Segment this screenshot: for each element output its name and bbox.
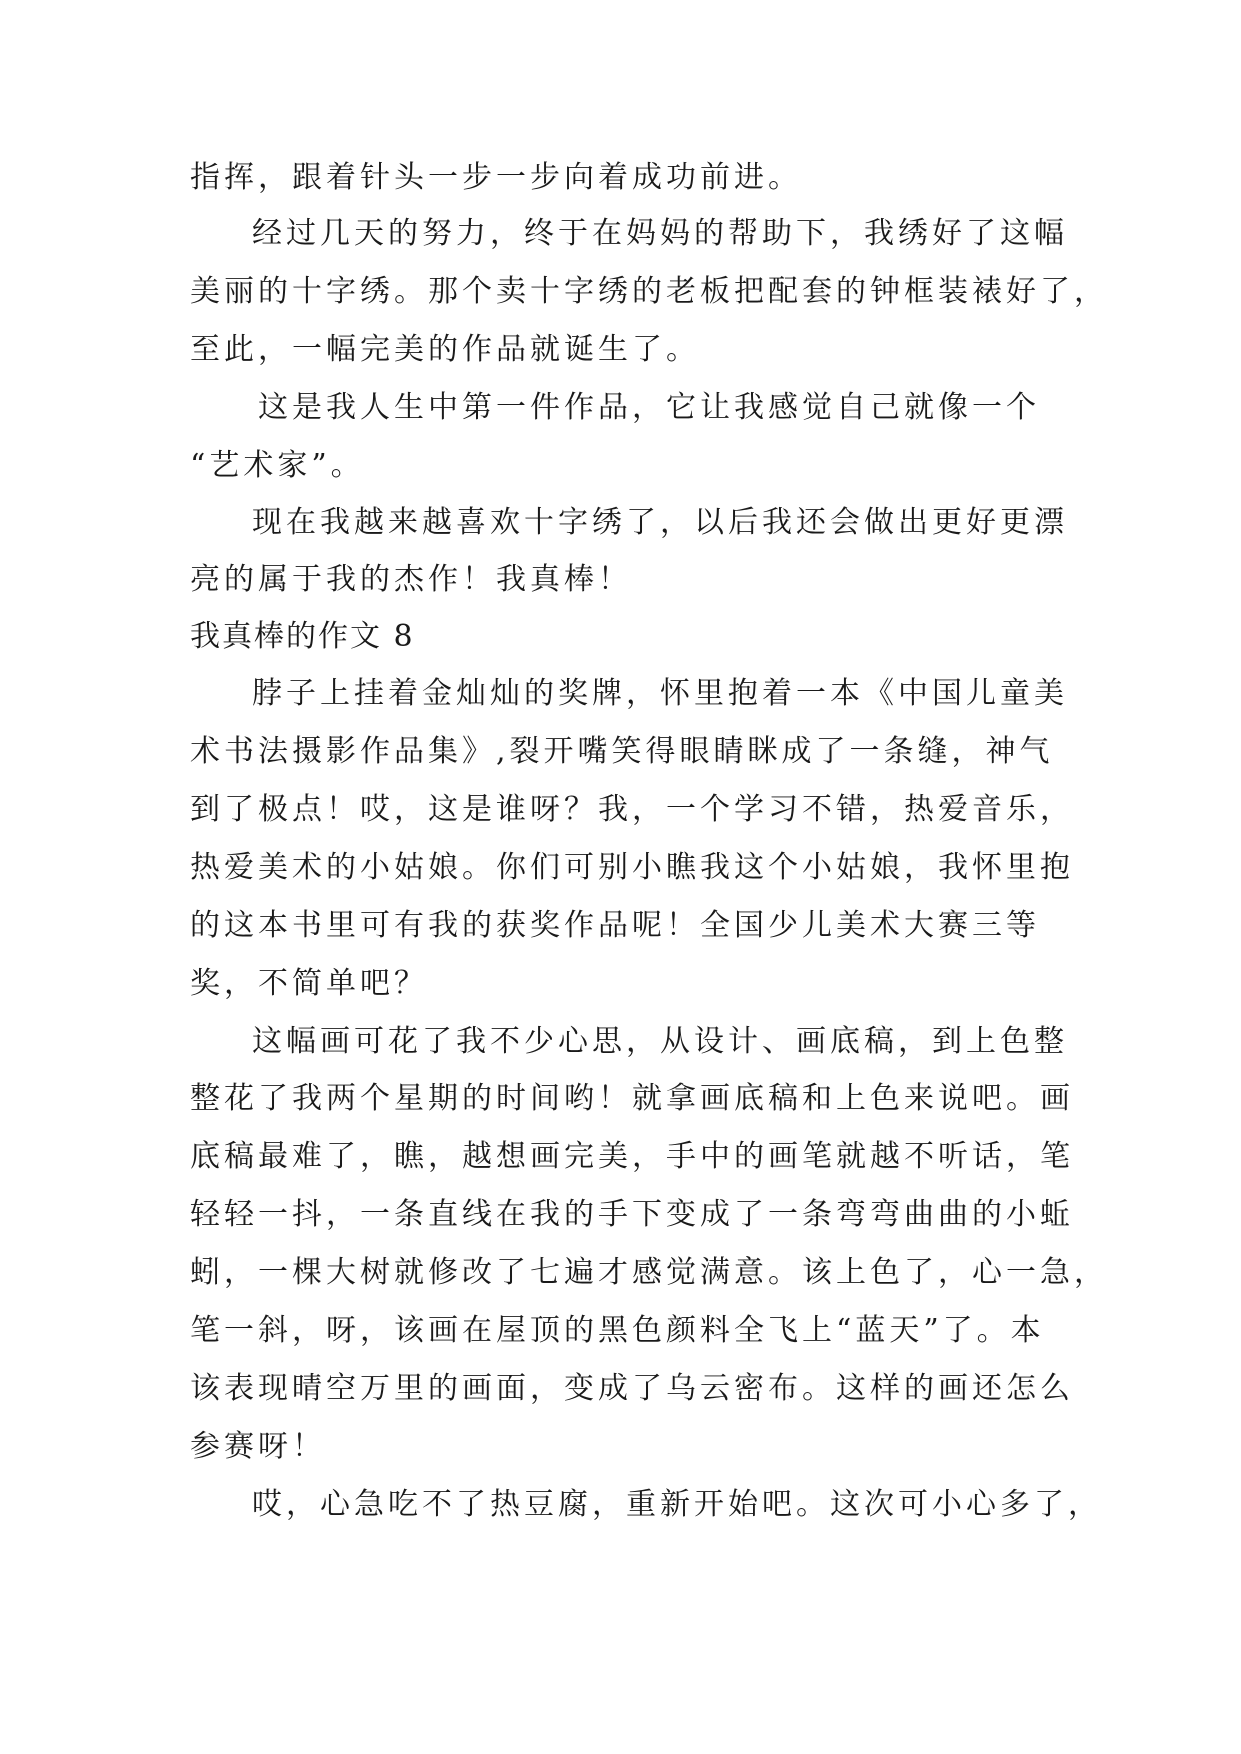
text-line: 轻轻一抖，一条直线在我的手下变成了一条弯弯曲曲的小蚯 [190,1197,1074,1232]
text-line: 参赛呀！ [190,1429,326,1464]
section-heading: 我真棒的作文 8 [190,619,415,654]
text-line: 经过几天的努力，终于在妈妈的帮助下，我绣好了这幅 [252,216,1068,251]
text-line: 指挥，跟着针头一步一步向着成功前进。 [190,160,802,195]
text-line: 热爱美术的小姑娘。你们可别小瞧我这个小姑娘，我怀里抱 [190,850,1074,885]
text-line: 这幅画可花了我不少心思，从设计、画底稿，到上色整 [252,1024,1068,1059]
text-line: 笔一斜，呀，该画在屋顶的黑色颜料全飞上“蓝天”了。本 [190,1313,1045,1348]
text-line: 美丽的十字绣。那个卖十字绣的老板把配套的钟框装裱好了， [190,274,1108,309]
text-line: 术书法摄影作品集》,裂开嘴笑得眼睛眯成了一条缝，神气 [190,734,1054,769]
text-line: 亮的属于我的杰作！我真棒！ [190,562,632,597]
text-line: 至此，一幅完美的作品就诞生了。 [190,332,700,367]
text-line: 脖子上挂着金灿灿的奖牌，怀里抱着一本《中国儿童美 [252,676,1068,711]
text-line: 到了极点！哎，这是谁呀？我，一个学习不错，热爱音乐， [190,792,1074,827]
text-line: “艺术家”。 [190,448,365,483]
text-line: 这是我人生中第一件作品，它让我感觉自己就像一个 [258,390,1040,425]
text-line: 奖，不简单吧？ [190,966,428,1001]
text-line: 现在我越来越喜欢十字绣了，以后我还会做出更好更漂 [252,505,1068,540]
text-line: 该表现晴空万里的画面，变成了乌云密布。这样的画还怎么 [190,1371,1074,1406]
text-line: 哎，心急吃不了热豆腐，重新开始吧。这次可小心多了， [252,1487,1102,1522]
text-line: 底稿最难了，瞧，越想画完美，手中的画笔就越不听话，笔 [190,1139,1074,1174]
text-line: 的这本书里可有我的获奖作品呢！全国少儿美术大赛三等 [190,908,1040,943]
text-line: 蚓，一棵大树就修改了七遍才感觉满意。该上色了，心一急， [190,1255,1108,1290]
text-line: 整花了我两个星期的时间哟！就拿画底稿和上色来说吧。画 [190,1081,1074,1116]
